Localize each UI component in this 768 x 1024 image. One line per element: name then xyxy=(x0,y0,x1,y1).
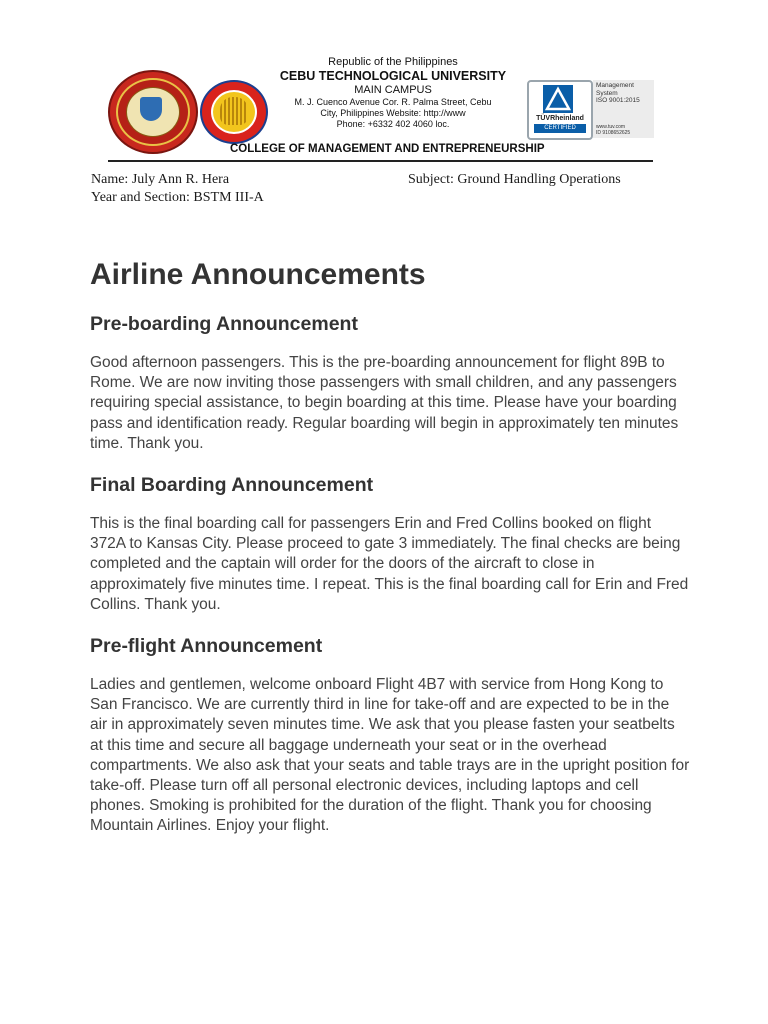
phone-line: Phone: +6332 402 4060 loc. xyxy=(336,119,450,129)
document-title: Airline Announcements xyxy=(90,258,426,291)
section-pre-flight xyxy=(90,634,690,837)
management-footer-1: www.tuv.com xyxy=(596,124,626,130)
university-name: CEBU TECHNOLOGICAL UNIVERSITY xyxy=(279,69,507,83)
asean-seal-icon xyxy=(200,80,268,144)
year-section: Year and Section: BSTM III-A xyxy=(91,190,264,205)
letterhead xyxy=(100,48,660,168)
college-name: COLLEGE OF MANAGEMENT AND ENTREPRENEURSHIP xyxy=(230,143,545,155)
student-name: Name: July Ann R. Hera xyxy=(91,172,230,187)
tuv-certification-badge xyxy=(527,80,593,140)
section-heading: Pre-flight Announcement xyxy=(90,635,323,657)
section-pre-boarding xyxy=(90,312,690,454)
address-line-1: M. J. Cuenco Avenue Cor. R. Palma Street, Cebu xyxy=(294,97,492,107)
triangle-logo-icon xyxy=(543,85,573,113)
header-divider xyxy=(108,160,653,162)
section-heading: Final Boarding Announcement xyxy=(90,474,374,496)
address-line-2: City, Philippines Website: http://www xyxy=(320,108,466,118)
university-seal-icon xyxy=(108,70,198,154)
management-footer-2: ID 9108652625 xyxy=(596,130,631,136)
tuv-name: TÜVRheinland xyxy=(536,115,584,122)
subject-line: Subject: Ground Handling Operations xyxy=(408,172,621,187)
letterhead-text xyxy=(268,56,518,130)
section-heading: Pre-boarding Announcement xyxy=(90,313,358,335)
management-line-2: System xyxy=(596,89,618,97)
management-system-box xyxy=(593,80,654,138)
section-body: Ladies and gentlemen, welcome onboard Flight 4B7 with service from Hong Kong to San Francisco. We are currently third in line for take-off and are expected to be in the air in approximately seven minutes time. We ask that you please fasten your seatbelts at this time and secure all baggage underneath your seat or in the overhead compartments. We also ask that your seats and table trays are in the upright position for take-off. Please turn off all personal electronic devices, including laptops and cell phones. Smoking is prohibited for the duration of the flight. Thank you for choosing Mountain Airlines. Enjoy your flight. xyxy=(90,676,690,835)
management-line-3: ISO 9001:2015 xyxy=(596,97,640,104)
student-info xyxy=(91,171,264,207)
campus-name: MAIN CAMPUS xyxy=(354,84,432,96)
certified-label: CERTIFIED xyxy=(534,124,586,133)
management-line-1: Management xyxy=(596,82,634,89)
section-final-boarding xyxy=(90,473,690,615)
section-body: This is the final boarding call for passengers Erin and Fred Collins booked on flight 372A to Kansas City. Please proceed to gate 3 immediately. The final checks are being completed and the captain will order for the doors of the aircraft to close in approximately five minutes time. I repeat. This is the final boarding call for Erin and Fred Collins. Thank you. xyxy=(90,515,689,613)
section-body: Good afternoon passengers. This is the pre-boarding announcement for flight 89B to Rome. We are now inviting those passengers with small children, and any passengers requiring special assistance, to begin boarding at this time. Please have your boarding pass and identification ready. Regular boarding will begin in approximately ten minutes time. Thank you. xyxy=(90,354,679,452)
republic-line: Republic of the Philippines xyxy=(328,56,458,68)
